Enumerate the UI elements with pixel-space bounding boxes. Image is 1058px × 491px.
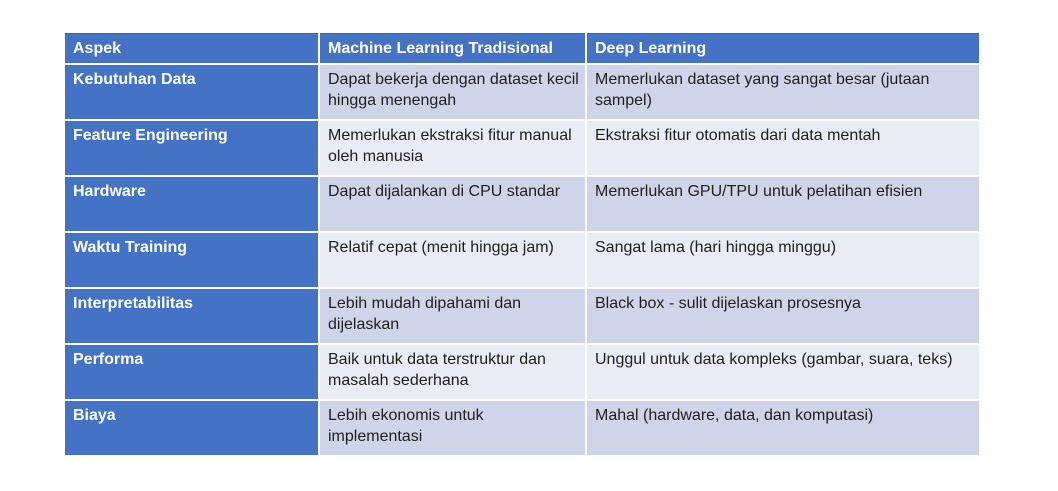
- dl-cell: Sangat lama (hari hingga minggu): [586, 232, 980, 288]
- ml-cell: Relatif cepat (menit hingga jam): [319, 232, 586, 288]
- dl-cell: Unggul untuk data kompleks (gambar, suara, teks): [586, 344, 980, 400]
- ml-cell: Dapat bekerja dengan dataset kecil hingga menengah: [319, 64, 586, 120]
- table-row-performa: [64, 344, 980, 400]
- dl-cell: Memerlukan dataset yang sangat besar (jutaan sampel): [586, 64, 980, 120]
- row-header: Biaya: [64, 400, 319, 456]
- table-row-biaya: [64, 400, 980, 456]
- row-header: Performa: [64, 344, 319, 400]
- row-header: Interpretabilitas: [64, 288, 319, 344]
- table-row-feature-engineering: [64, 120, 980, 176]
- ml-vs-dl-comparison-table: [63, 33, 981, 457]
- dl-cell: Ekstraksi fitur otomatis dari data mentah: [586, 120, 980, 176]
- ml-cell: Lebih mudah dipahami dan dijelaskan: [319, 288, 586, 344]
- dl-cell: Black box - sulit dijelaskan prosesnya: [586, 288, 980, 344]
- ml-cell: Lebih ekonomis untuk implementasi: [319, 400, 586, 456]
- ml-cell: Dapat dijalankan di CPU standar: [319, 176, 586, 232]
- table-row-interpretabilitas: [64, 288, 980, 344]
- dl-cell: Mahal (hardware, data, dan komputasi): [586, 400, 980, 456]
- header-row: [64, 34, 980, 64]
- ml-cell: Memerlukan ekstraksi fitur manual oleh manusia: [319, 120, 586, 176]
- table-row-kebutuhan-data: [64, 64, 980, 120]
- ml-cell: Baik untuk data terstruktur dan masalah sederhana: [319, 344, 586, 400]
- column-header-deep-learning: Deep Learning: [586, 34, 980, 64]
- table-row-waktu-training: [64, 232, 980, 288]
- row-header: Feature Engineering: [64, 120, 319, 176]
- column-header-ml-tradisional: Machine Learning Tradisional: [319, 34, 586, 64]
- dl-cell: Memerlukan GPU/TPU untuk pelatihan efisien: [586, 176, 980, 232]
- column-header-aspek: Aspek: [64, 34, 319, 64]
- row-header: Waktu Training: [64, 232, 319, 288]
- table-row-hardware: [64, 176, 980, 232]
- row-header: Kebutuhan Data: [64, 64, 319, 120]
- row-header: Hardware: [64, 176, 319, 232]
